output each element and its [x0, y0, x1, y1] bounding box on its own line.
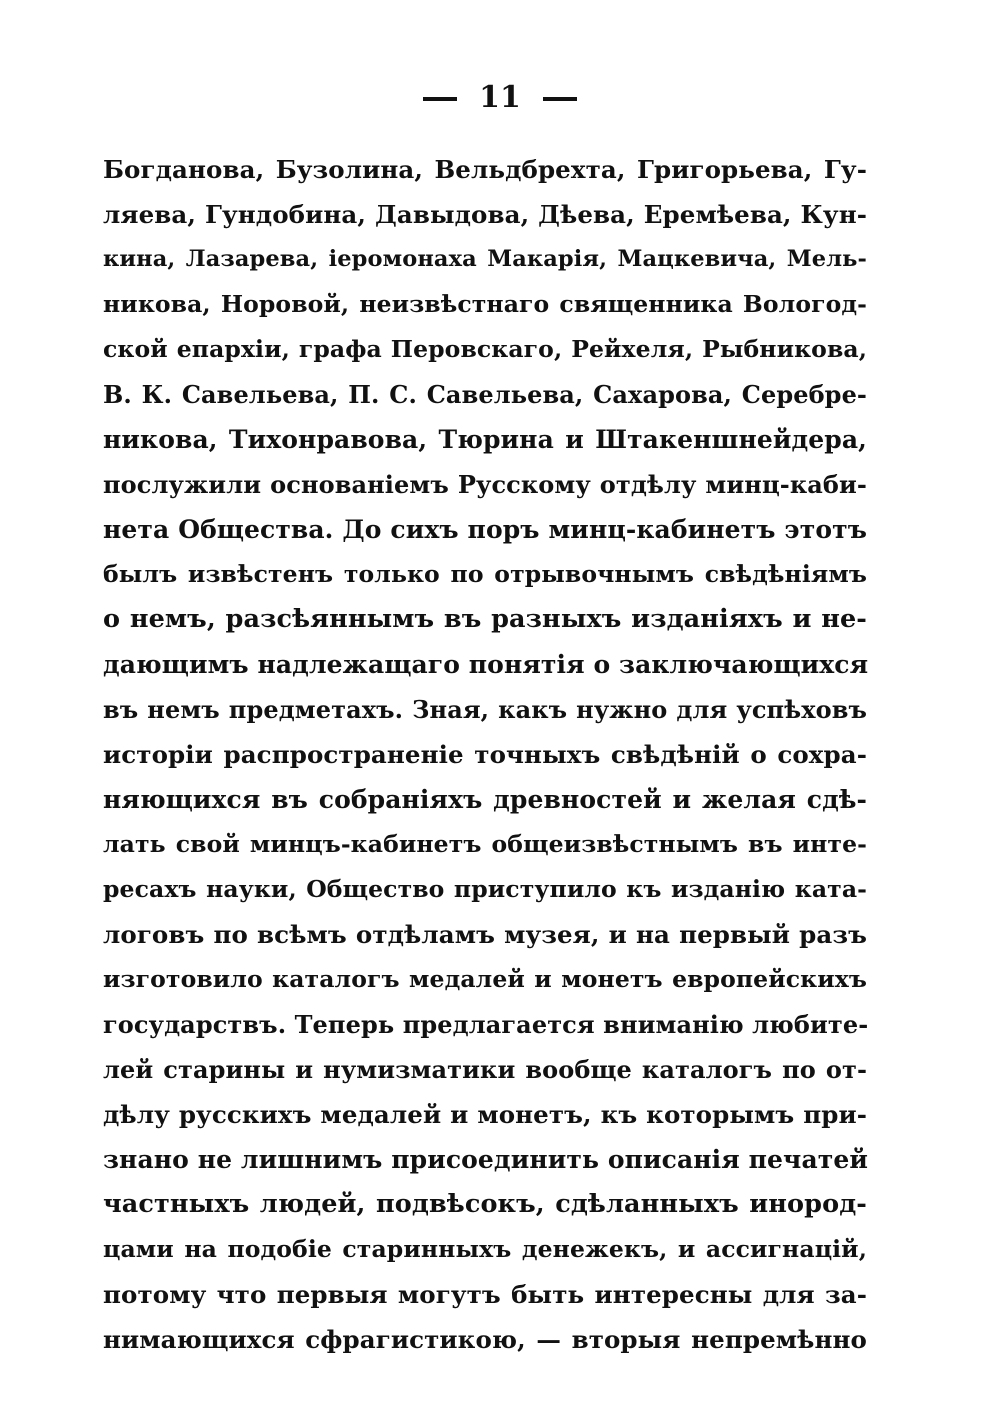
- text-line-21: лей старины и нумизматики вообще каталогъ по от-: [103, 1055, 867, 1084]
- page-header: [0, 78, 1000, 118]
- text-line-6: В. К. Савельева, П. С. Савельева, Сахарова, Серебре-: [103, 380, 867, 409]
- text-line-27: нимающихся сфрагистикою, — вторыя непремѣнно: [103, 1325, 867, 1354]
- text-line-5: ской епархіи, графа Перовскаго, Рейхеля, Рыбникова,: [103, 335, 867, 363]
- text-line-15: няющихся въ собраніяхъ древностей и желая сдѣ-: [103, 785, 867, 814]
- text-line-1: Богданова, Бузолина, Вельдбрехта, Григорьева, Гу-: [103, 155, 867, 184]
- text-line-2: ляева, Гундобина, Давыдова, Дѣева, Еремѣева, Кун-: [103, 200, 867, 229]
- text-line-10: былъ извѣстенъ только по отрывочнымъ свѣдѣніямъ: [103, 560, 867, 588]
- text-line-3: кина, Лазарева, іеромонаха Макарія, Мацкевича, Мель-: [103, 246, 867, 272]
- text-line-22: дѣлу русскихъ медалей и монетъ, къ которымъ при-: [103, 1100, 867, 1129]
- text-line-17: ресахъ науки, Общество приступило къ изданію ката-: [103, 875, 867, 903]
- text-line-14: исторіи распространеніе точныхъ свѣдѣній о сохра-: [103, 740, 867, 769]
- text-line-18: логовъ по всѣмъ отдѣламъ музея, и на первый разъ: [103, 920, 867, 949]
- text-line-7: никова, Тихонравова, Тюрина и Штакеншнейдера,: [103, 425, 867, 454]
- text-line-11: о немъ, разсѣяннымъ въ разныхъ изданіяхъ и не-: [103, 604, 867, 634]
- text-line-9: нета Общества. До сихъ поръ минц-кабинетъ этотъ: [103, 515, 867, 544]
- text-line-24: частныхъ людей, подвѣсокъ, сдѣланныхъ инород-: [103, 1189, 867, 1219]
- header-dash-left: [423, 97, 457, 101]
- text-line-12: дающимъ надлежащаго понятія о заключающихся: [103, 650, 869, 679]
- text-line-19: изготовило каталогъ медалей и монетъ европейскихъ: [103, 965, 867, 993]
- text-line-4: никова, Норовой, неизвѣстнаго священника Вологод-: [103, 290, 867, 318]
- page-number: 11: [479, 80, 521, 115]
- text-line-23: знано не лишнимъ присоединить описанія печатей: [103, 1145, 868, 1174]
- text-line-8: послужили основаніемъ Русскому отдѣлу минц-каби-: [103, 470, 867, 499]
- text-line-26: потому что первыя могутъ быть интересны для за-: [103, 1280, 867, 1309]
- text-line-13: въ немъ предметахъ. Зная, какъ нужно для успѣховъ: [103, 695, 867, 724]
- text-line-25: цами на подобіе старинныхъ денежекъ, и ассигнацій,: [103, 1235, 867, 1263]
- text-line-20: государствъ. Теперь предлагается вниманію любите-: [103, 1010, 869, 1039]
- header-dash-right: [543, 97, 577, 101]
- body-text: [103, 147, 867, 1362]
- text-line-16: лать свой минцъ-кабинетъ общеизвѣстнымъ въ инте-: [103, 830, 867, 858]
